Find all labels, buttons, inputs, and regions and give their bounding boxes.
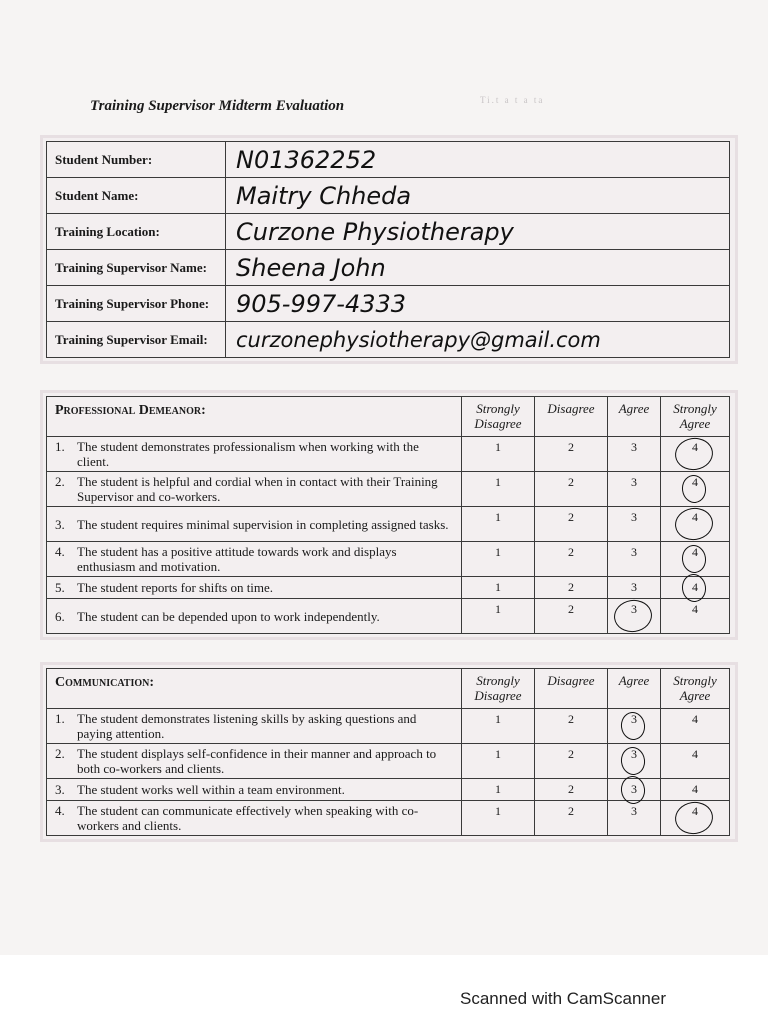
info-value: Maitry Chheda: [226, 178, 730, 214]
rating-1: 1: [462, 507, 535, 542]
rating-1: 1: [462, 709, 535, 744]
rating-4: 4: [661, 599, 730, 634]
col-strongly-disagree: Strongly Disagree: [462, 397, 535, 437]
rating-3: 3: [631, 747, 637, 761]
selection-circle: [619, 745, 647, 776]
col-disagree: Disagree: [535, 669, 608, 709]
rating-2: 2: [535, 437, 608, 472]
rating-4: 4: [692, 440, 698, 454]
col-strongly-agree: Strongly Agree: [661, 669, 730, 709]
info-label: Training Supervisor Phone:: [47, 286, 226, 322]
rating-2: 2: [535, 507, 608, 542]
item-text: The student demonstrates professionalism when working with the client.: [77, 439, 419, 469]
rating-1: 1: [462, 437, 535, 472]
rating-4: 4: [692, 580, 698, 594]
item-text: The student demonstrates listening skills by asking questions and paying attention.: [77, 711, 417, 741]
info-label: Student Number:: [47, 142, 226, 178]
item-text: The student displays self-confidence in their manner and approach to both co-workers and clients.: [77, 746, 437, 776]
item-number: 5.: [55, 580, 65, 595]
section-heading: Communication:: [47, 669, 462, 709]
item-text: The student works well within a team environment.: [77, 782, 345, 797]
rating-4: 4: [692, 804, 698, 818]
rating-2: 2: [535, 801, 608, 836]
professional-demeanor-table: [40, 390, 738, 640]
rating-row: [47, 599, 730, 634]
rating-3: 3: [631, 602, 637, 616]
item-number: 2.: [55, 474, 65, 489]
faint-print-through: Ti.t a t a ta: [480, 95, 545, 105]
info-row: [47, 142, 730, 178]
rating-4: 4: [692, 475, 698, 489]
section-heading: Professional Demeanor:: [47, 397, 462, 437]
rating-4: 4: [692, 545, 698, 559]
rating-3: 3: [608, 437, 661, 472]
item-text: The student reports for shifts on time.: [77, 580, 274, 595]
rating-3: 3: [608, 472, 661, 507]
rating-2: 2: [535, 542, 608, 577]
rating-4: 4: [692, 510, 698, 524]
col-agree: Agree: [608, 669, 661, 709]
rating-row: [47, 577, 730, 599]
selection-circle: [619, 710, 647, 741]
item-number: 3.: [55, 782, 65, 797]
item-text: The student can be depended upon to work independently.: [77, 608, 380, 624]
rating-3: 3: [631, 712, 637, 726]
info-value: Curzone Physiotherapy: [226, 214, 730, 250]
info-label: Training Supervisor Email:: [47, 322, 226, 358]
selection-circle: [673, 506, 715, 543]
info-row: [47, 322, 730, 358]
rating-1: 1: [462, 744, 535, 779]
info-row: [47, 214, 730, 250]
rating-row: [47, 779, 730, 801]
rating-2: 2: [535, 472, 608, 507]
rating-1: 1: [462, 542, 535, 577]
item-number: 3.: [55, 516, 65, 532]
rating-2: 2: [535, 779, 608, 801]
rating-3: 3: [608, 542, 661, 577]
item-text: The student requires minimal supervision in completing assigned tasks.: [77, 516, 449, 532]
info-value: curzonephysiotherapy@gmail.com: [226, 322, 730, 358]
info-label: Student Name:: [47, 178, 226, 214]
rating-row: [47, 801, 730, 836]
selection-circle: [673, 800, 715, 837]
rating-2: 2: [535, 599, 608, 634]
info-label: Training Supervisor Name:: [47, 250, 226, 286]
rating-1: 1: [462, 577, 535, 599]
col-disagree: Disagree: [535, 397, 608, 437]
rating-row: [47, 709, 730, 744]
rating-3: 3: [631, 782, 637, 796]
rating-1: 1: [462, 599, 535, 634]
scanner-watermark: Scanned with CamScanner: [460, 989, 667, 1008]
rating-1: 1: [462, 472, 535, 507]
selection-circle: [612, 598, 654, 635]
item-number: 4.: [55, 803, 65, 818]
rating-1: 1: [462, 801, 535, 836]
selection-circle: [673, 436, 715, 473]
rating-row: [47, 437, 730, 472]
item-number: 1.: [55, 439, 65, 454]
item-text: The student can communicate effectively when speaking with co-workers and clients.: [77, 803, 419, 833]
info-row: [47, 178, 730, 214]
info-row: [47, 286, 730, 322]
selection-circle: [680, 473, 708, 504]
rating-4: 4: [661, 779, 730, 801]
rating-row: [47, 507, 730, 542]
rating-1: 1: [462, 779, 535, 801]
item-text: The student is helpful and cordial when in contact with their Training Supervisor and co-workers.: [77, 474, 438, 504]
rating-2: 2: [535, 709, 608, 744]
info-value: N01362252: [226, 142, 730, 178]
page-title: Training Supervisor Midterm Evaluation: [90, 98, 345, 114]
rating-3: 3: [608, 577, 661, 599]
item-text: The student has a positive attitude towards work and displays enthusiasm and motivation.: [77, 544, 397, 574]
communication-table: [40, 662, 738, 842]
item-number: 1.: [55, 711, 65, 726]
info-value: Sheena John: [226, 250, 730, 286]
rating-2: 2: [535, 577, 608, 599]
rating-row: [47, 744, 730, 779]
rating-3: 3: [608, 801, 661, 836]
rating-4: 4: [661, 744, 730, 779]
student-info-table: [40, 135, 738, 364]
rating-4: 4: [661, 709, 730, 744]
rating-row: [47, 542, 730, 577]
col-strongly-disagree: Strongly Disagree: [462, 669, 535, 709]
info-label: Training Location:: [47, 214, 226, 250]
rating-row: [47, 472, 730, 507]
selection-circle: [680, 543, 708, 574]
rating-3: 3: [608, 507, 661, 542]
col-agree: Agree: [608, 397, 661, 437]
info-row: [47, 250, 730, 286]
item-number: 4.: [55, 544, 65, 559]
item-number: 2.: [55, 746, 65, 761]
col-strongly-agree: Strongly Agree: [661, 397, 730, 437]
item-number: 6.: [55, 608, 65, 624]
info-value: 905-997-4333: [226, 286, 730, 322]
rating-2: 2: [535, 744, 608, 779]
